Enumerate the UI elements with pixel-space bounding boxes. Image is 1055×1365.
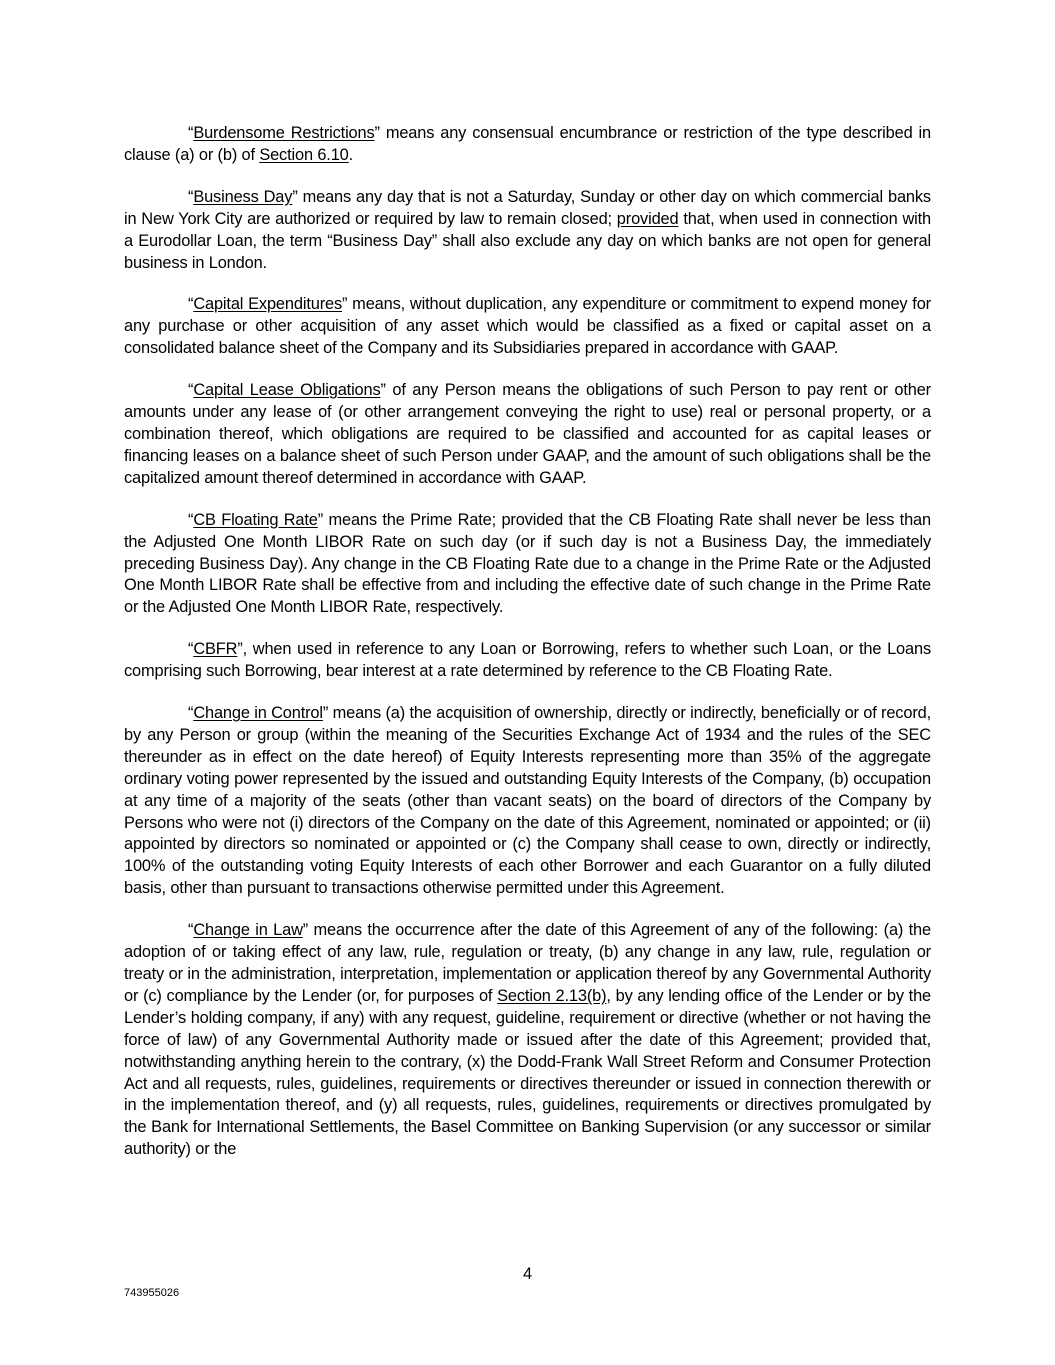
definition-text: means the Prime Rate; provided that the CB Floating Rate shall never be less than the Adjusted One Month LIBOR Rate on such day (or if such day is not a Business Day, the immediately preceding Business Day). Any change in the CB Floating Rate due to a change in the Prime Rate or the Adjusted One Month LIBOR Rate shall be effective from and including the effective date of such change in the Prime Rate or the Adjusted One Month LIBOR Rate, respectively.	[124, 510, 931, 617]
close-quote: ”	[322, 704, 329, 723]
open-quote: “	[188, 124, 194, 142]
definition-paragraph	[124, 920, 931, 1161]
definition-paragraph	[124, 294, 931, 360]
definition-text: , by any lending office of the Lender or by the Lender’s holding company, if any) with any request, guideline, requirement or directive (whether or not having the force of law) of any Governmental Authority made or issued after the date of this Agreement; provided that, notwithstanding anything herein to the contrary, (x) the Dodd-Frank Wall Street Reform and Consumer Protection Act and all requests, rules, guidelines, requirements or directives thereunder or issued in connection therewith or in the implementation thereof, and (y) all requests, rules, guidelines, requirements or directives promulgated by the Bank for International Settlements, the Basel Committee on Banking Supervision (or any successor or similar authority) or the	[124, 986, 931, 1159]
open-quote: “	[188, 640, 194, 659]
defined-term: Burdensome Restrictions	[193, 124, 375, 142]
definition-paragraph	[124, 703, 931, 900]
document-body	[124, 123, 931, 1181]
section-reference: Section 6.10	[259, 145, 349, 164]
document-id: 743955026	[124, 1287, 180, 1299]
definition-paragraph	[124, 380, 931, 490]
defined-term: CB Floating Rate	[193, 510, 318, 529]
defined-term: Capital Lease Obligations	[193, 381, 381, 400]
defined-term: CBFR	[193, 640, 238, 659]
definition-text: that, when used in connection with a Eurodollar Loan, the term “Business Day” shall also exclude any day on which banks are not open for general business in London.	[124, 209, 931, 272]
open-quote: “	[188, 704, 194, 723]
definition-text: means (a) the acquisition of ownership, directly or indirectly, beneficially or of record, by any Person or group (within the meaning of the Securities Exchange Act of 1934 and the rules of the SEC thereunder as in effect on the date hereof) of Equity Interests representing more than 35% of the aggregate ordinary voting power represented by the issued and outstanding Equity Interests of the Company, (b) occupation at any time of a majority of the seats (other than vacant seats) on the board of directors of the Company by Persons who were not (i) directors of the Company on the date of this Agreement, nominated or appointed; or (ii) appointed by directors so nominated or appointed or (c) the Company shall cease to own, directly or indirectly, 100% of the outstanding voting Equity Interests of each other Borrower and each Guarantor on a fully diluted basis, other than pursuant to transactions otherwise permitted under this Agreement.	[124, 704, 931, 898]
open-quote: “	[188, 187, 194, 206]
close-quote: ”	[292, 187, 298, 206]
definition-text: of any Person means the obligations of such Person to pay rent or other amounts under any lease of (or other arrangement conveying the right to use) real or personal property, or a combination thereof, which obligations are required to be classified and accounted for as capital leases or financing leases on a balance sheet of such Person under GAAP, and the amount of such obligations shall be the capitalized amount thereof determined in accordance with GAAP.	[124, 381, 931, 487]
definition-text: means any day that is not a Saturday, Sunday or other day on which commercial banks in New York City are authorized or required by law to remain closed;	[124, 187, 931, 228]
definition-text: means the occurrence after the date of this Agreement of any of the following: (a) the adoption of or taking effect of any law, rule, regulation or treaty, (b) any change in any law, rule, regulation or treaty or in the administration, interpretation, implementation or application thereof by any Governmental Authority or (c) compliance by the Lender (or, for purposes of	[124, 921, 931, 1005]
close-quote: ”	[342, 295, 348, 314]
close-quote: ”	[302, 921, 309, 940]
open-quote: “	[188, 381, 194, 400]
close-quote: ”	[380, 381, 386, 400]
definition-paragraph	[124, 187, 931, 275]
close-quote: ”	[317, 510, 324, 529]
defined-term: Change in Control	[193, 704, 323, 723]
close-quote: ”	[374, 124, 380, 142]
defined-term: Change in Law	[193, 921, 303, 940]
section-reference: provided	[616, 209, 679, 228]
definition-paragraph	[124, 123, 931, 167]
definition-text: , when used in reference to any Loan or Borrowing, refers to whether such Loan, or the Loans comprising such Borrowing, bear interest at a rate determined by reference to the CB Floating Rate.	[124, 640, 931, 681]
defined-term: Business Day	[193, 187, 293, 206]
definition-text: means, without duplication, any expenditure or commitment to expend money for any purchase or other acquisition of any asset which would be classified as a fixed or capital asset on a consolidated balance sheet of the Company and its Subsidiaries prepared in accordance with GAAP.	[124, 295, 931, 358]
open-quote: “	[188, 295, 194, 314]
close-quote: ”	[237, 640, 243, 659]
open-quote: “	[188, 921, 194, 940]
definition-paragraph	[124, 510, 931, 620]
page-number: 4	[522, 1265, 533, 1283]
definition-paragraph	[124, 639, 931, 683]
defined-term: Capital Expenditures	[193, 295, 343, 314]
section-reference: Section 2.13(b)	[497, 986, 607, 1005]
open-quote: “	[188, 510, 194, 529]
definition-text: means any consensual encumbrance or restriction of the type described in clause (a) or (b) of	[124, 124, 931, 164]
definition-text: .	[348, 145, 354, 164]
